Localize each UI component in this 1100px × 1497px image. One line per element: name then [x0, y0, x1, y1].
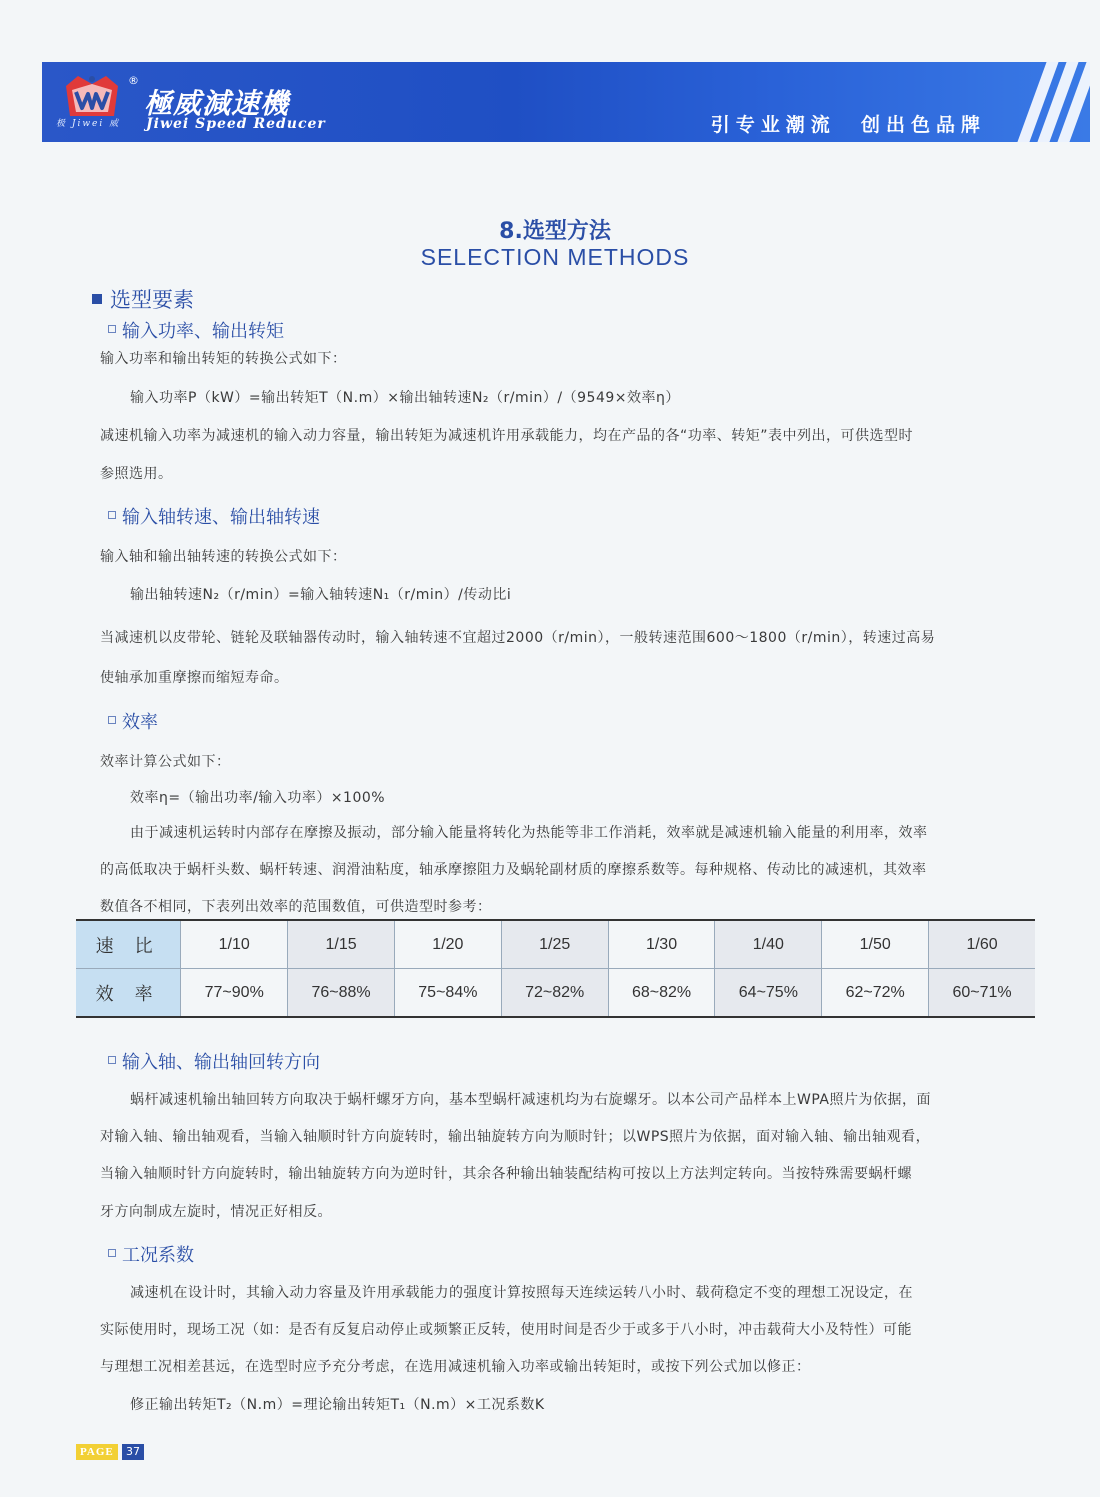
- page-label: PAGE: [76, 1444, 118, 1460]
- table-cell: 1/40: [715, 920, 822, 969]
- box-bullet-icon: [108, 511, 116, 519]
- box-bullet-icon: [108, 1249, 116, 1257]
- subheading-rotation: 输入轴、输出轴回转方向: [108, 1048, 320, 1074]
- brand-name-cn: 極威減速機: [144, 87, 290, 120]
- header-banner: [42, 62, 1090, 142]
- section-heading: 选型要素: [92, 284, 194, 314]
- formula-efficiency: 效率η=（输出功率/输入功率）×100%: [130, 790, 386, 806]
- paragraph: 数值各不相同，下表列出效率的范围数值，可供造型时参考：: [100, 899, 492, 915]
- header-slogan: 引专业潮流 创出色品牌: [710, 114, 986, 136]
- page-title-en: SELECTION METHODS: [420, 244, 690, 270]
- table-cell: 64~75%: [715, 969, 822, 1018]
- table-row-efficiency: [76, 969, 1035, 1018]
- paragraph: 使轴承加重摩擦而缩短寿命。: [100, 670, 289, 686]
- table-header-ratio: 速 比: [76, 920, 181, 969]
- subheading-service-factor: 工况系数: [108, 1241, 194, 1267]
- table-cell: 1/10: [181, 920, 288, 969]
- paragraph: 当减速机以皮带轮、链轮及联轴器传动时，输入轴转速不宜超过2000（r/min），一般转速范围600～1800（r/min），转速过高易: [100, 630, 936, 646]
- table-cell: 72~82%: [501, 969, 608, 1018]
- square-bullet-icon: [92, 294, 102, 304]
- table-cell: 76~88%: [288, 969, 395, 1018]
- table-row-ratio: [76, 920, 1035, 969]
- box-bullet-icon: [108, 325, 116, 333]
- table-header-efficiency: 效 率: [76, 969, 181, 1018]
- table-cell: 1/50: [822, 920, 929, 969]
- table-cell: 75~84%: [394, 969, 501, 1018]
- paragraph: 输入轴和输出轴转速的转换公式如下：: [100, 549, 347, 565]
- formula-speed: 输出轴转速N₂（r/min）=输入轴转速N₁（r/min）/传动比i: [130, 587, 512, 603]
- box-bullet-icon: [108, 1056, 116, 1064]
- registered-mark: ®: [128, 74, 139, 87]
- box-bullet-icon: [108, 716, 116, 724]
- paragraph: 当输入轴顺时针方向旋转时，输出轴旋转方向为逆时针，其余各种输出轴装配结构可按以上方法判定转向。当按特殊需要蜗杆螺: [100, 1166, 912, 1182]
- page-title-cn: 8.选型方法: [499, 219, 611, 244]
- paragraph: 输入功率和输出转矩的转换公式如下：: [100, 351, 347, 367]
- paragraph: 参照选用。: [100, 466, 173, 482]
- table-cell: 68~82%: [608, 969, 715, 1018]
- table-cell: 62~72%: [822, 969, 929, 1018]
- paragraph: 效率计算公式如下：: [100, 754, 231, 770]
- table-cell: 77~90%: [181, 969, 288, 1018]
- table-cell: 1/20: [394, 920, 501, 969]
- paragraph: 对输入轴、输出轴观看，当输入轴顺时针方向旋转时，输出轴旋转方向为顺时针；以WPS照片为依据，面对输入轴、输出轴观看，: [100, 1129, 931, 1145]
- formula-service-factor: 修正输出转矩T₂（N.m）=理论输出转矩T₁（N.m）×工况系数K: [130, 1397, 545, 1413]
- table-cell: 1/30: [608, 920, 715, 969]
- subheading-power-torque: 输入功率、输出转矩: [108, 317, 284, 343]
- paragraph: 蜗杆减速机输出轴回转方向取决于蜗杆螺牙方向，基本型蜗杆减速机均为右旋螺牙。以本公司产品样本上WPA照片为依据，面: [130, 1092, 931, 1108]
- table-cell: 1/25: [501, 920, 608, 969]
- efficiency-table: [76, 919, 1035, 1018]
- table-cell: 60~71%: [929, 969, 1035, 1018]
- page-number: 37: [122, 1444, 144, 1460]
- paragraph: 由于减速机运转时内部存在摩擦及振动，部分输入能量将转化为热能等非工作消耗，效率就是减速机输入能量的利用率，效率: [130, 825, 928, 841]
- table-cell: 1/15: [288, 920, 395, 969]
- paragraph: 牙方向制成左旋时，情况正好相反。: [100, 1204, 332, 1220]
- brand-name-en: Jiwei Speed Reducer: [146, 116, 326, 132]
- paragraph: 与理想工况相差甚远，在选型时应予充分考虑，在选用减速机输入功率或输出转矩时，或按下列公式加以修正：: [100, 1359, 811, 1375]
- paragraph: 减速机输入功率为减速机的输入动力容量，输出转矩为减速机许用承载能力，均在产品的各“功率、转矩”表中列出，可供选型时: [100, 428, 914, 444]
- paragraph: 实际使用时，现场工况（如：是否有反复启动停止或频繁正反转，使用时间是否少于或多于八小时，冲击载荷大小及特性）可能: [100, 1322, 912, 1338]
- paragraph: 减速机在设计时，其输入动力容量及许用承载能力的强度计算按照每天连续运转八小时、载荷稳定不变的理想工况设定，在: [130, 1285, 913, 1301]
- formula-power: 输入功率P（kW）=输出转矩T（N.m）×输出轴转速N₂（r/min）/（9549×效率η）: [130, 390, 680, 406]
- paragraph: 的高低取决于蜗杆头数、蜗杆转速、润滑油粘度，轴承摩擦阻力及蜗轮副材质的摩擦系数等。每种规格、传动比的减速机，其效率: [100, 862, 927, 878]
- subheading-speed: 输入轴转速、输出轴转速: [108, 503, 320, 529]
- table-cell: 1/60: [929, 920, 1035, 969]
- subheading-efficiency: 效率: [108, 708, 158, 734]
- logo-caption: 极 Jiwei 威: [56, 119, 121, 129]
